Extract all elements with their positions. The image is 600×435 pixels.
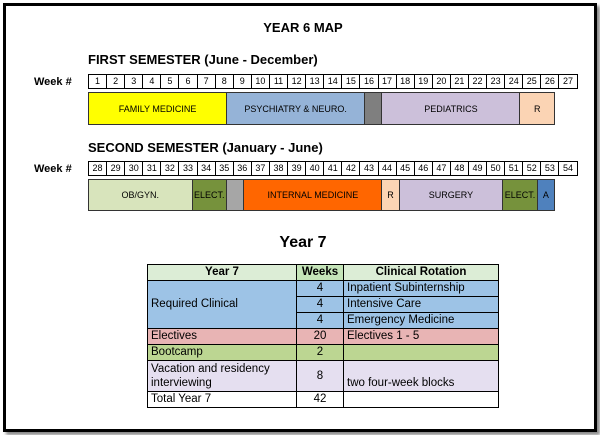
required-rotation: Intensive Care (344, 297, 499, 313)
vacation-weeks: 8 (297, 361, 344, 392)
week-cell: 29 (106, 161, 125, 176)
map-title: YEAR 6 MAP (263, 20, 343, 35)
week-cell: 44 (378, 161, 397, 176)
second-semester-rotation-bar (88, 179, 554, 211)
total-rotation (344, 392, 499, 408)
week-cell: 16 (359, 74, 378, 89)
week-cell: 21 (450, 74, 469, 89)
total-label: Total Year 7 (148, 392, 297, 408)
rotation-block: OB/GYN. (88, 179, 193, 211)
week-cell: 30 (124, 161, 143, 176)
rotation-block: PEDIATRICS (381, 92, 520, 125)
rotation-block: ELECT. (192, 179, 228, 211)
first-semester-title: FIRST SEMESTER (June - December) (88, 52, 318, 67)
week-cell: 40 (305, 161, 324, 176)
week-cell: 39 (287, 161, 306, 176)
week-cell: 38 (269, 161, 288, 176)
week-cell: 54 (558, 161, 577, 176)
week-cell: 53 (540, 161, 559, 176)
required-clinical-label: Required Clinical (148, 281, 297, 329)
week-cell: 47 (432, 161, 451, 176)
week-cell: 43 (359, 161, 378, 176)
table-row (148, 361, 499, 392)
week-cell: 35 (215, 161, 234, 176)
week-cell: 36 (233, 161, 252, 176)
rotation-block (226, 179, 244, 211)
week-cell: 49 (468, 161, 487, 176)
bootcamp-weeks: 2 (297, 345, 344, 361)
rotation-block: R (519, 92, 555, 125)
electives-rotation: Electives 1 - 5 (344, 329, 499, 345)
first-semester-week-label: Week # (34, 76, 72, 88)
week-cell: 24 (504, 74, 523, 89)
week-cell: 15 (341, 74, 360, 89)
week-cell: 6 (178, 74, 197, 89)
required-weeks: 4 (297, 281, 344, 297)
week-cell: 19 (414, 74, 433, 89)
required-weeks: 4 (297, 297, 344, 313)
rotation-block: SURGERY (399, 179, 504, 211)
week-cell: 51 (504, 161, 523, 176)
week-cell: 31 (142, 161, 161, 176)
week-cell: 34 (197, 161, 216, 176)
year-map-frame (3, 3, 597, 432)
week-cell: 23 (486, 74, 505, 89)
week-cell: 27 (558, 74, 577, 89)
week-cell: 14 (323, 74, 342, 89)
week-cell: 5 (160, 74, 179, 89)
required-rotation: Inpatient Subinternship (344, 281, 499, 297)
week-cell: 7 (197, 74, 216, 89)
table-row (148, 281, 499, 297)
week-cell: 32 (160, 161, 179, 176)
week-cell: 41 (323, 161, 342, 176)
week-cell: 37 (251, 161, 270, 176)
year7-table (147, 264, 499, 408)
rotation-block: PSYCHIATRY & NEURO. (226, 92, 365, 125)
vacation-label: Vacation and residency interviewing (148, 361, 297, 392)
week-cell: 46 (414, 161, 433, 176)
first-semester-rotation-bar (88, 92, 554, 125)
week-cell: 25 (522, 74, 541, 89)
table-row (148, 392, 499, 408)
second-semester-week-row (88, 161, 577, 176)
week-cell: 17 (378, 74, 397, 89)
rotation-block: A (537, 179, 555, 211)
header-weeks: Weeks (297, 265, 344, 281)
rotation-block: R (381, 179, 399, 211)
week-cell: 42 (341, 161, 360, 176)
week-cell: 13 (305, 74, 324, 89)
year7-title: Year 7 (279, 234, 327, 251)
vacation-rotation: two four-week blocks (344, 361, 499, 392)
table-row (148, 329, 499, 345)
week-cell: 3 (124, 74, 143, 89)
week-cell: 11 (269, 74, 288, 89)
rotation-block: ELECT. (502, 179, 538, 211)
required-weeks: 4 (297, 313, 344, 329)
week-cell: 20 (432, 74, 451, 89)
week-cell: 22 (468, 74, 487, 89)
rotation-block: FAMILY MEDICINE (88, 92, 227, 125)
week-cell: 4 (142, 74, 161, 89)
second-semester-title: SECOND SEMESTER (January - June) (88, 140, 323, 155)
bootcamp-label: Bootcamp (148, 345, 297, 361)
week-cell: 18 (396, 74, 415, 89)
total-weeks: 42 (297, 392, 344, 408)
week-cell: 52 (522, 161, 541, 176)
week-cell: 50 (486, 161, 505, 176)
electives-label: Electives (148, 329, 297, 345)
week-cell: 10 (251, 74, 270, 89)
header-year7: Year 7 (148, 265, 297, 281)
week-cell: 12 (287, 74, 306, 89)
rotation-block (364, 92, 382, 125)
bootcamp-rotation (344, 345, 499, 361)
week-cell: 28 (88, 161, 107, 176)
week-cell: 48 (450, 161, 469, 176)
table-header-row (148, 265, 499, 281)
header-clinical-rotation: Clinical Rotation (344, 265, 499, 281)
week-cell: 2 (106, 74, 125, 89)
required-rotation: Emergency Medicine (344, 313, 499, 329)
week-cell: 8 (215, 74, 234, 89)
electives-weeks: 20 (297, 329, 344, 345)
week-cell: 9 (233, 74, 252, 89)
week-cell: 33 (178, 161, 197, 176)
table-row (148, 345, 499, 361)
rotation-block: INTERNAL MEDICINE (243, 179, 382, 211)
week-cell: 45 (396, 161, 415, 176)
week-cell: 26 (540, 74, 559, 89)
first-semester-week-row (88, 74, 577, 89)
week-cell: 1 (88, 74, 107, 89)
second-semester-week-label: Week # (34, 163, 72, 175)
